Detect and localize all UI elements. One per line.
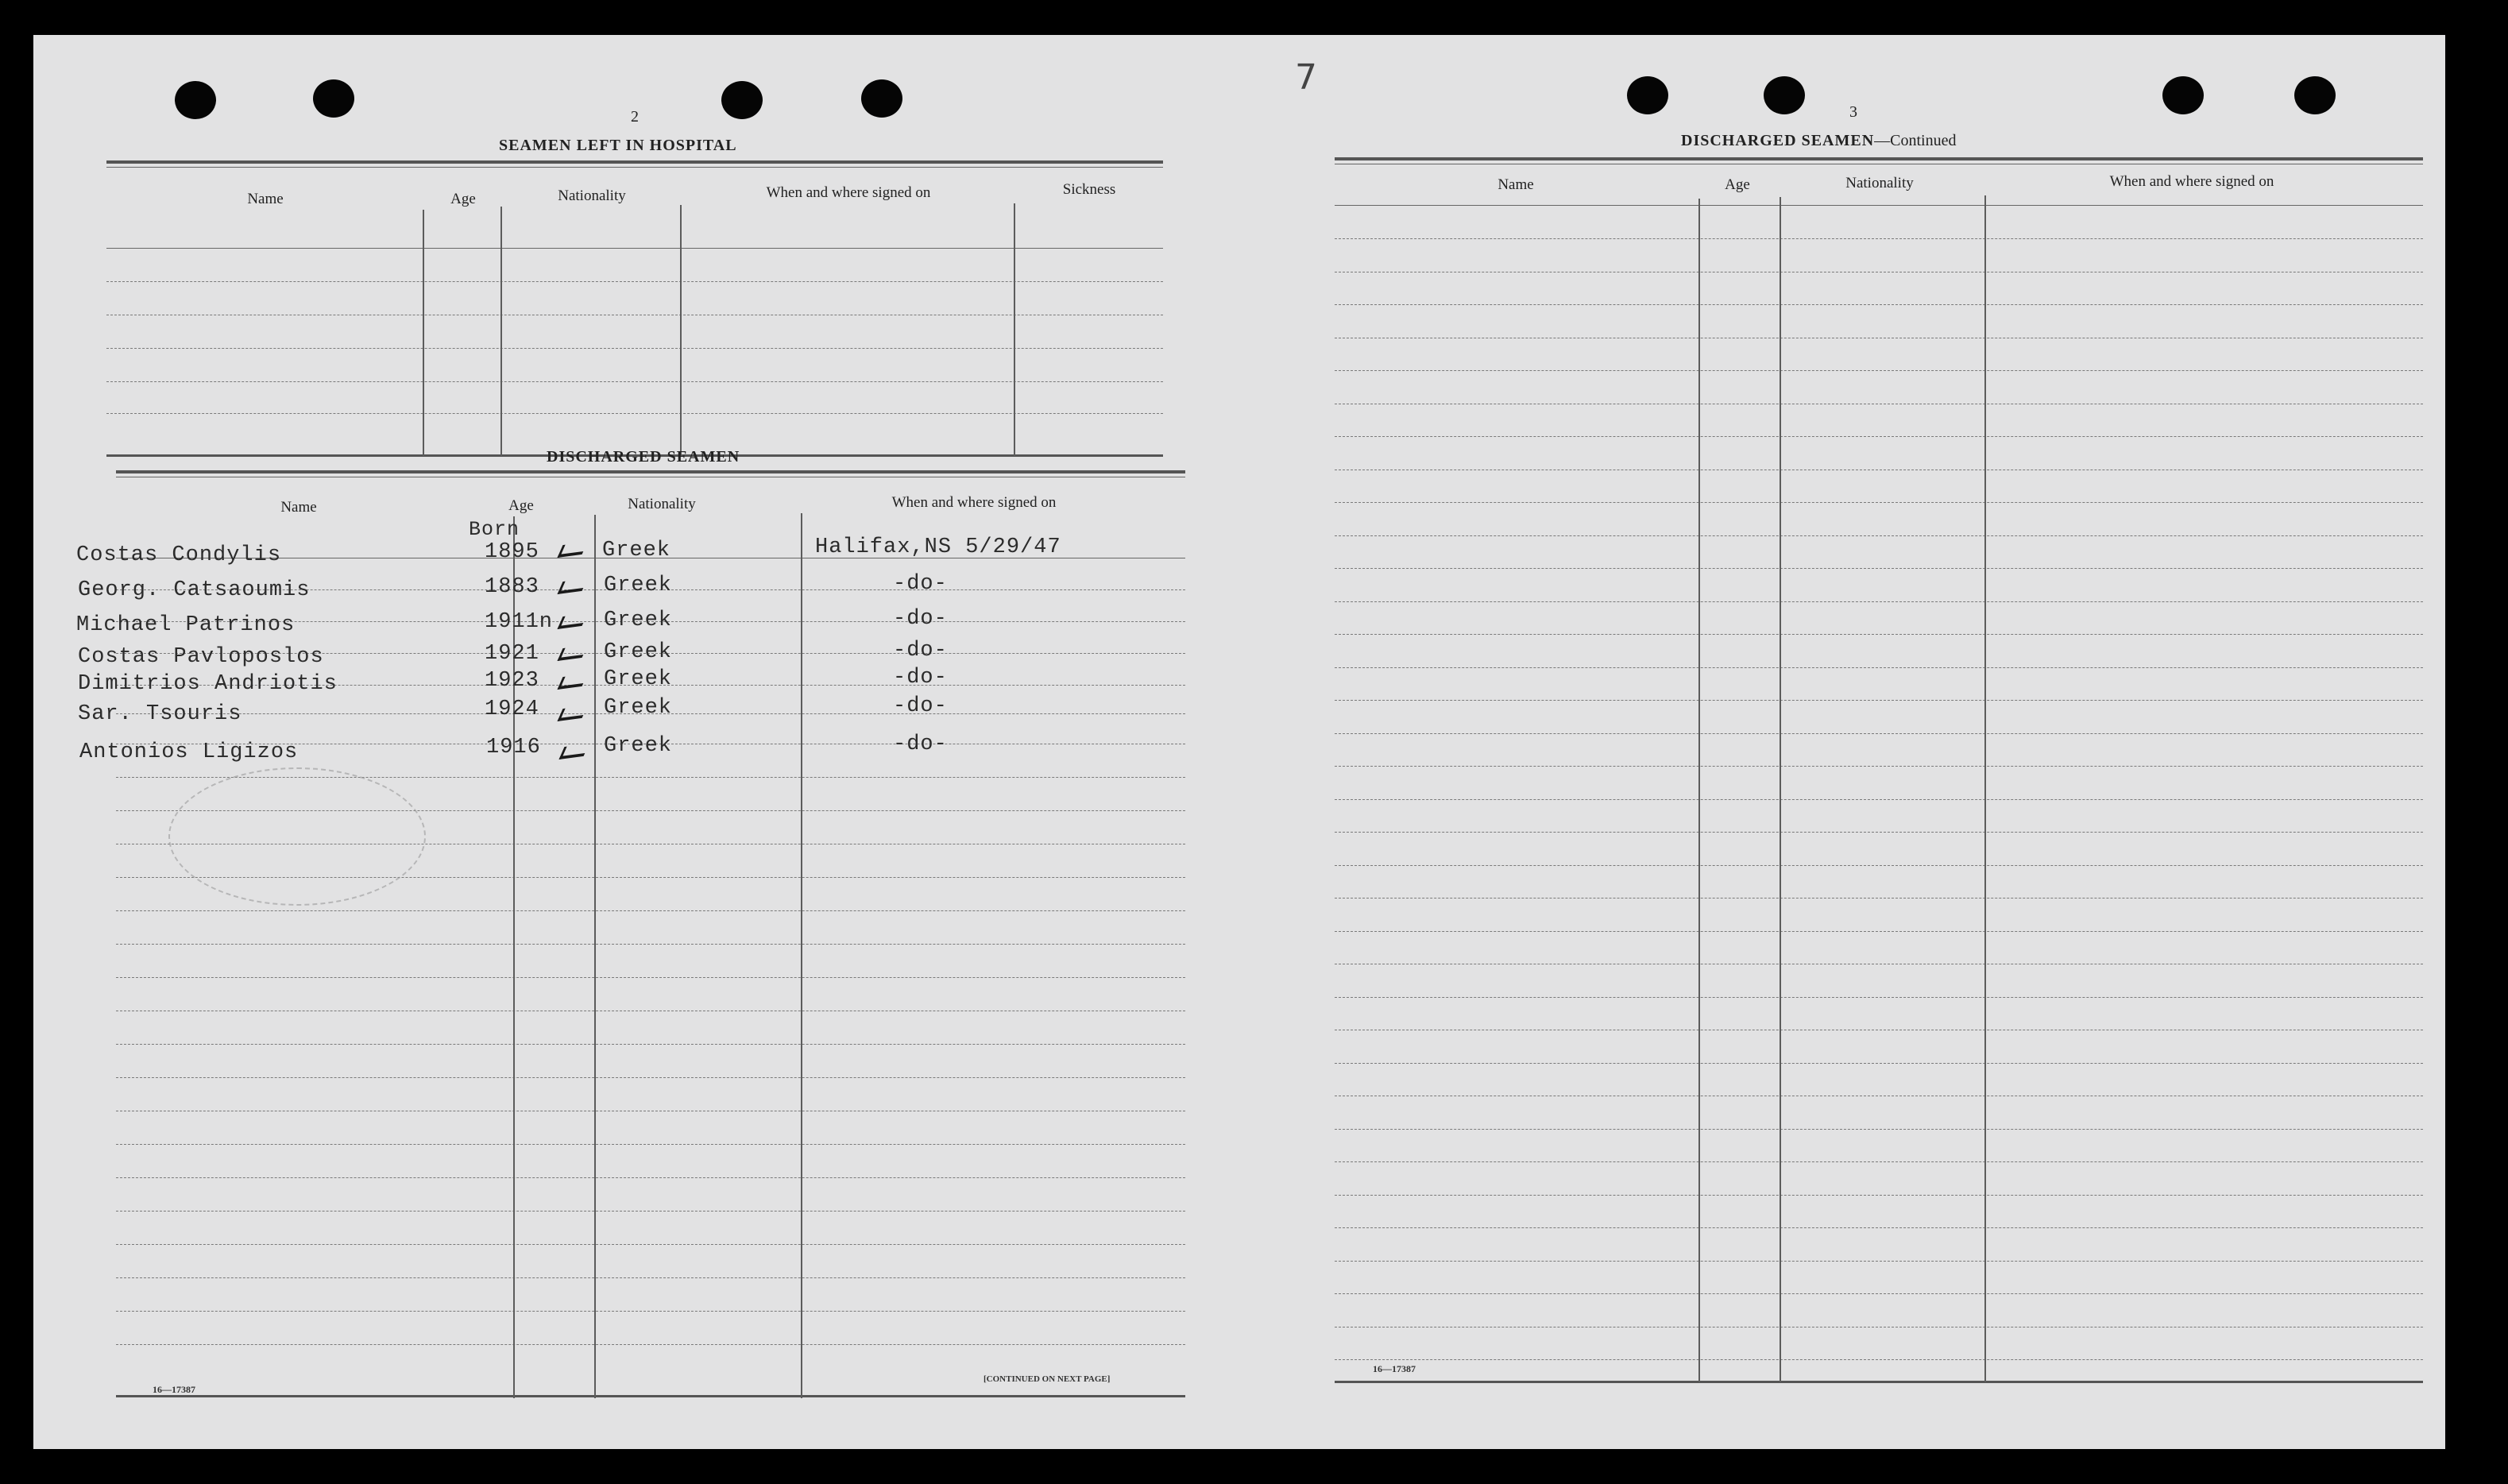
- ruled-line: [1335, 1129, 2423, 1130]
- ruled-line: [1335, 370, 2423, 371]
- hospital-col-nationality: Nationality: [558, 187, 626, 204]
- ruled-line: [1335, 502, 2423, 503]
- seaman-age: 1923: [485, 669, 539, 693]
- ruled-line: [1335, 898, 2423, 899]
- ruled-line: [1335, 238, 2423, 239]
- ruled-line: [1335, 667, 2423, 668]
- hospital-col-name: Name: [247, 191, 284, 207]
- seaman-age: 1911n: [485, 610, 554, 634]
- ruled-line: [1335, 1063, 2423, 1064]
- discharged-col-nationality: Nationality: [628, 496, 696, 512]
- ruled-line: [1335, 1161, 2423, 1162]
- punch-hole: [721, 81, 763, 119]
- ruled-line: [1335, 733, 2423, 734]
- seaman-age: 1924: [485, 698, 539, 721]
- discharged-continued-table: [1335, 157, 2423, 1397]
- seaman-age: 1883: [485, 575, 539, 599]
- left-page-number: 2: [631, 108, 639, 126]
- ruled-line: [1335, 700, 2423, 701]
- faint-stamp: [168, 767, 426, 906]
- seaman-signed-on: -do-: [893, 639, 948, 663]
- ruled-line: [1335, 997, 2423, 998]
- seaman-age: 1895: [485, 540, 539, 564]
- right-form-number: 16—17387: [1373, 1363, 1416, 1374]
- seaman-name: Antonios Ligizos: [79, 740, 299, 764]
- right-page-number: 3: [1849, 103, 1857, 121]
- ruled-line: [1335, 865, 2423, 866]
- cont-col-name: Name: [1497, 176, 1534, 193]
- hospital-table: [106, 160, 1163, 431]
- seaman-nationality: Greek: [604, 640, 673, 664]
- hospital-title: SEAMEN LEFT IN HOSPITAL: [499, 137, 737, 154]
- ruled-line: [1335, 568, 2423, 569]
- hospital-col-signed: When and where signed on: [766, 184, 931, 201]
- seaman-nationality: Greek: [604, 734, 673, 758]
- seaman-name: Georg. Catsaoumis: [78, 578, 311, 602]
- handwritten-sheet-mark: 7: [1295, 57, 1317, 98]
- discharged-title: DISCHARGED SEAMEN: [547, 448, 740, 466]
- punch-hole: [2162, 76, 2204, 114]
- seaman-nationality: Greek: [604, 609, 673, 632]
- ruled-line: [1335, 1261, 2423, 1262]
- ruled-line: [1335, 1227, 2423, 1228]
- punch-hole: [1764, 76, 1805, 114]
- seaman-name: Costas Condylis: [76, 543, 282, 567]
- right-title-continued: —Continued: [1874, 132, 1957, 149]
- seaman-name: Dimitrios Andriotis: [78, 672, 338, 696]
- document-sheet: [33, 35, 2445, 1449]
- ruled-line: [1335, 535, 2423, 536]
- age-born-note: Born: [469, 518, 520, 541]
- seaman-name: Michael Patrinos: [76, 613, 296, 637]
- cont-col-age: Age: [1725, 176, 1750, 193]
- ruled-line: [1335, 1293, 2423, 1294]
- hospital-col-age: Age: [450, 191, 476, 207]
- discharged-col-signed: When and where signed on: [891, 494, 1057, 511]
- seaman-signed-on: -do-: [893, 666, 948, 690]
- punch-hole: [313, 79, 354, 118]
- punch-hole: [1627, 76, 1668, 114]
- ruled-line: [1335, 304, 2423, 305]
- left-form-number: 16—17387: [153, 1384, 195, 1395]
- seaman-signed-on: -do-: [893, 607, 948, 631]
- seaman-nationality: Greek: [604, 667, 673, 691]
- discharged-col-age: Age: [508, 497, 534, 514]
- cont-col-nationality: Nationality: [1845, 175, 1914, 191]
- right-title-main: DISCHARGED SEAMEN: [1681, 132, 1875, 149]
- ruled-line: [1335, 832, 2423, 833]
- seaman-signed-on: -do-: [893, 572, 948, 596]
- continued-note: [CONTINUED ON NEXT PAGE]: [983, 1374, 1111, 1384]
- punch-hole: [2294, 76, 2336, 114]
- ruled-line: [1335, 766, 2423, 767]
- seaman-nationality: Greek: [602, 539, 671, 562]
- ruled-line: [1335, 931, 2423, 932]
- discharged-col-name: Name: [280, 499, 317, 516]
- seaman-name: Costas Pavloposlos: [78, 645, 324, 669]
- cont-col-signed: When and where signed on: [2109, 173, 2274, 190]
- seaman-age: 1921: [485, 642, 539, 666]
- seaman-age: 1916: [486, 736, 541, 759]
- seaman-signed-on: -do-: [893, 732, 948, 756]
- seaman-signed-on: -do-: [893, 694, 948, 718]
- seaman-name: Sar. Tsouris: [78, 702, 242, 726]
- ruled-line: [1335, 799, 2423, 800]
- right-page-title: [1681, 132, 1957, 150]
- ruled-line: [1335, 1195, 2423, 1196]
- ruled-line: [1335, 634, 2423, 635]
- punch-hole: [861, 79, 902, 118]
- punch-hole: [175, 81, 216, 119]
- hospital-col-sickness: Sickness: [1062, 181, 1116, 198]
- ruled-line: [1335, 1359, 2423, 1360]
- ruled-line: [1335, 436, 2423, 437]
- seaman-nationality: Greek: [604, 696, 673, 720]
- ruled-line: [1335, 601, 2423, 602]
- seaman-signed-on: Halifax,NS 5/29/47: [815, 535, 1061, 559]
- seaman-nationality: Greek: [604, 574, 673, 597]
